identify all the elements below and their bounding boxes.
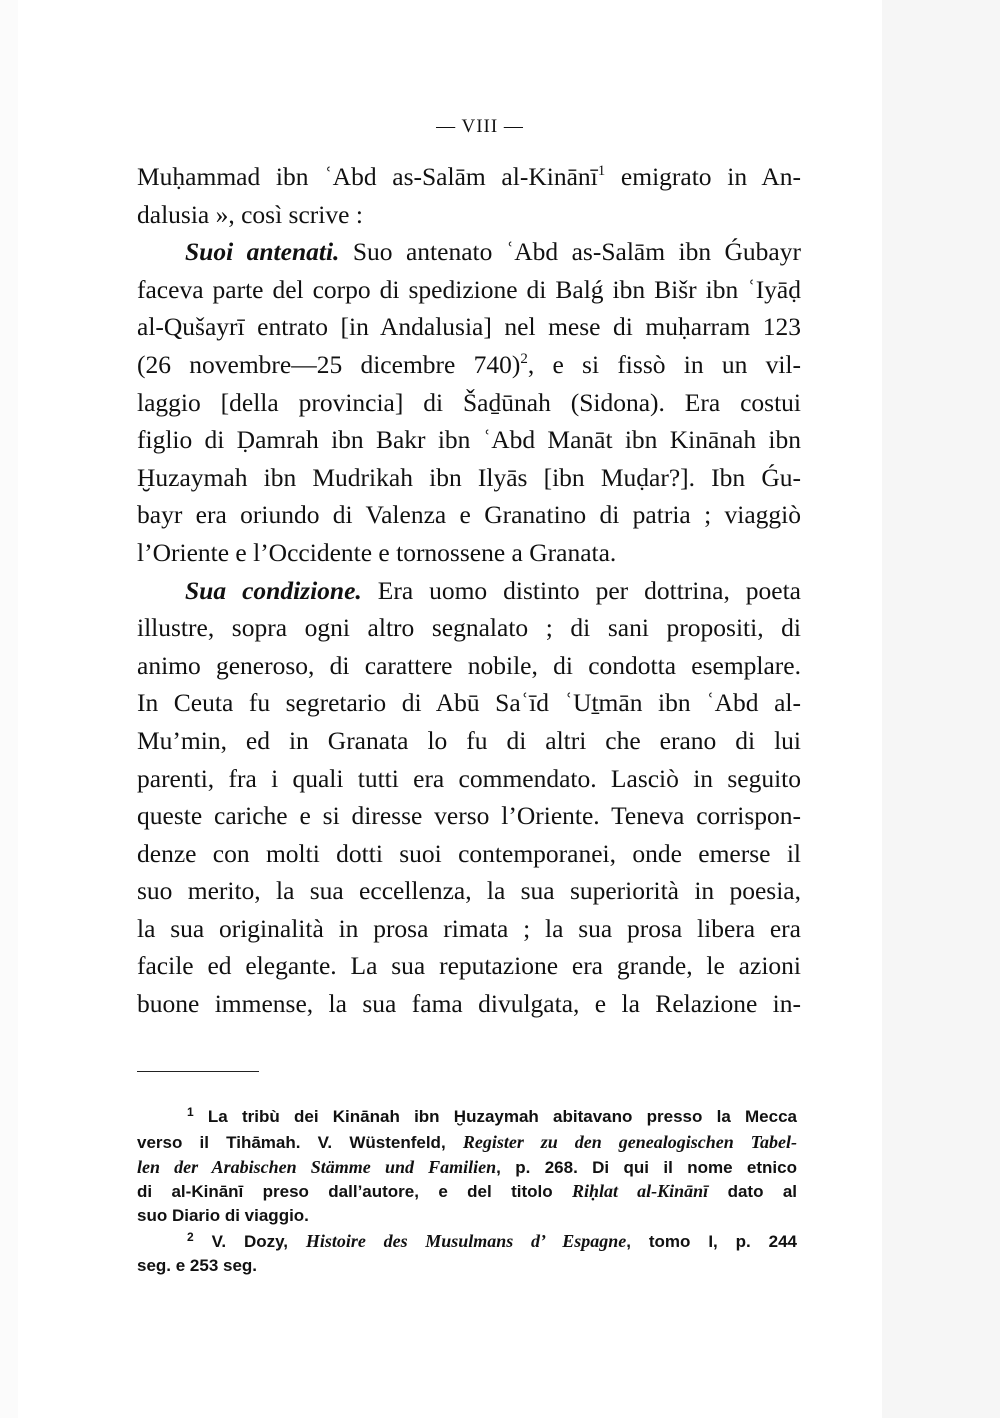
text-line: facile ed elegante. La sua reputazione era grande, le azioni [137,951,801,981]
footnote-ref-2[interactable]: 2 [520,350,528,367]
text-line: denze con molti dotti suoi contemporanei, onde emerse il [137,838,801,868]
text-line: la sua originalità in prosa rimata ; la sua prosa libera era [137,913,801,943]
footnote-1-line: $^1$ La tribù dei Kinānah ibn Ḫuzaymah abitavano presso la Mecca [187,1105,797,1126]
section-heading-ancestors: Suoi antenati. [185,237,340,267]
text-line: faceva parte del corpo di spedizione di Balǵ ibn Bišr ibn ʿIyāḍ [137,274,801,304]
text-line: animo generoso, di carattere nobile, di condotta esemplare. [137,650,801,680]
footnote-1-line: verso il Tihāmah. V. Wüstenfeld, Register zu den genealogischen Tabel- [137,1131,797,1152]
main-text [137,158,801,1023]
text-line: laggio [della provincia] di Šaḏūnah (Sidona). Era costui [137,387,801,417]
text-line: parenti, fra i quali tutti era commendato. Lasciò in seguito [137,763,801,793]
citation-title: Histoire des Musulmans d’ Espagne [305,1230,627,1251]
footnote-2-line: $^2$ V. Dozy, Histoire des Musulmans d’ Espagne, tomo I, p. 244 [187,1229,797,1251]
page-right-margin [882,0,1000,1418]
text-line: l’Oriente e l’Occidente e tornossene a Granata. [137,537,617,567]
page-number-header: — VIII — [436,116,524,137]
text-line: illustre, sopra ogni altro segnalato ; di sani propositi, di [137,613,801,643]
section-heading-condition: Sua condizione. [185,575,362,605]
text-line: Mu’min, ed in Granata lo fu di altri che erano di lui [137,725,801,755]
text-line: figlio di Ḍamrah ibn Bakr ibn ʿAbd Manāt ibn Kinānah ibn [137,425,801,455]
text-line: In Ceuta fu segretario di Abū Saʿīd ʿUṯmān ibn ʿAbd al- [137,688,801,718]
footnote-divider [137,1071,259,1072]
text-line: dalusia », così scrive : [137,199,363,229]
text-line: buone immense, la sua fama divulgata, e la Relazione in- [137,989,801,1019]
footnote-1-line: suo Diario di viaggio. [137,1206,309,1226]
text-line: bayr era oriundo di Valenza e Granatino di patria ; viaggiò [137,500,801,530]
footnote-2-number: 2 [187,1229,194,1244]
text-line: Sua condizione. Era uomo distinto per dottrina, poeta [185,575,801,605]
citation-title: len der Arabischen Stämme und Familien [137,1156,497,1177]
footnote-1-number: 1 [187,1105,194,1119]
citation-title: Riḥlat al-Kinānī [572,1181,709,1202]
footnote-ref-1[interactable]: 1 [597,163,606,179]
text-line: queste cariche e si diresse verso l’Oriente. Teneva corrispon- [137,801,801,831]
text-line: Muḥammad ibn ʿAbd as-Salām al-Kinānī$^1$ emigrato in An- [137,162,802,191]
text-line: al-Qušayrī entrato [in Andalusia] nel mese di muḥarram 123 [137,312,801,342]
text-line: suo merito, la sua eccellenza, la sua superiorità in poesia, [137,876,801,906]
text-line: (26 novembre—25 dicembre 740)$^2$, e si fissò in un vil- [137,349,802,379]
text-line: Suoi antenati. Suo antenato ʿAbd as-Salām ibn Ǵubayr [185,237,801,267]
footnotes [137,1105,797,1279]
text-line: Ḫuzaymah ibn Mudrikah ibn Ilyās [ibn Muḍar?]. Ibn Ǵu- [137,462,801,492]
page-left-margin [0,0,18,1418]
footnote-2-line: seg. e 253 seg. [137,1255,258,1275]
footnote-1-line: di al-Kinānī preso dall’autore, e del titolo Riḥlat al-Kinānī dato al [137,1181,797,1202]
footnote-1-line: len der Arabischen Stämme und Familien, p. 268. Di qui il nome etnico [137,1156,797,1177]
citation-title: Register zu den genealogischen Tabel- [462,1131,797,1152]
